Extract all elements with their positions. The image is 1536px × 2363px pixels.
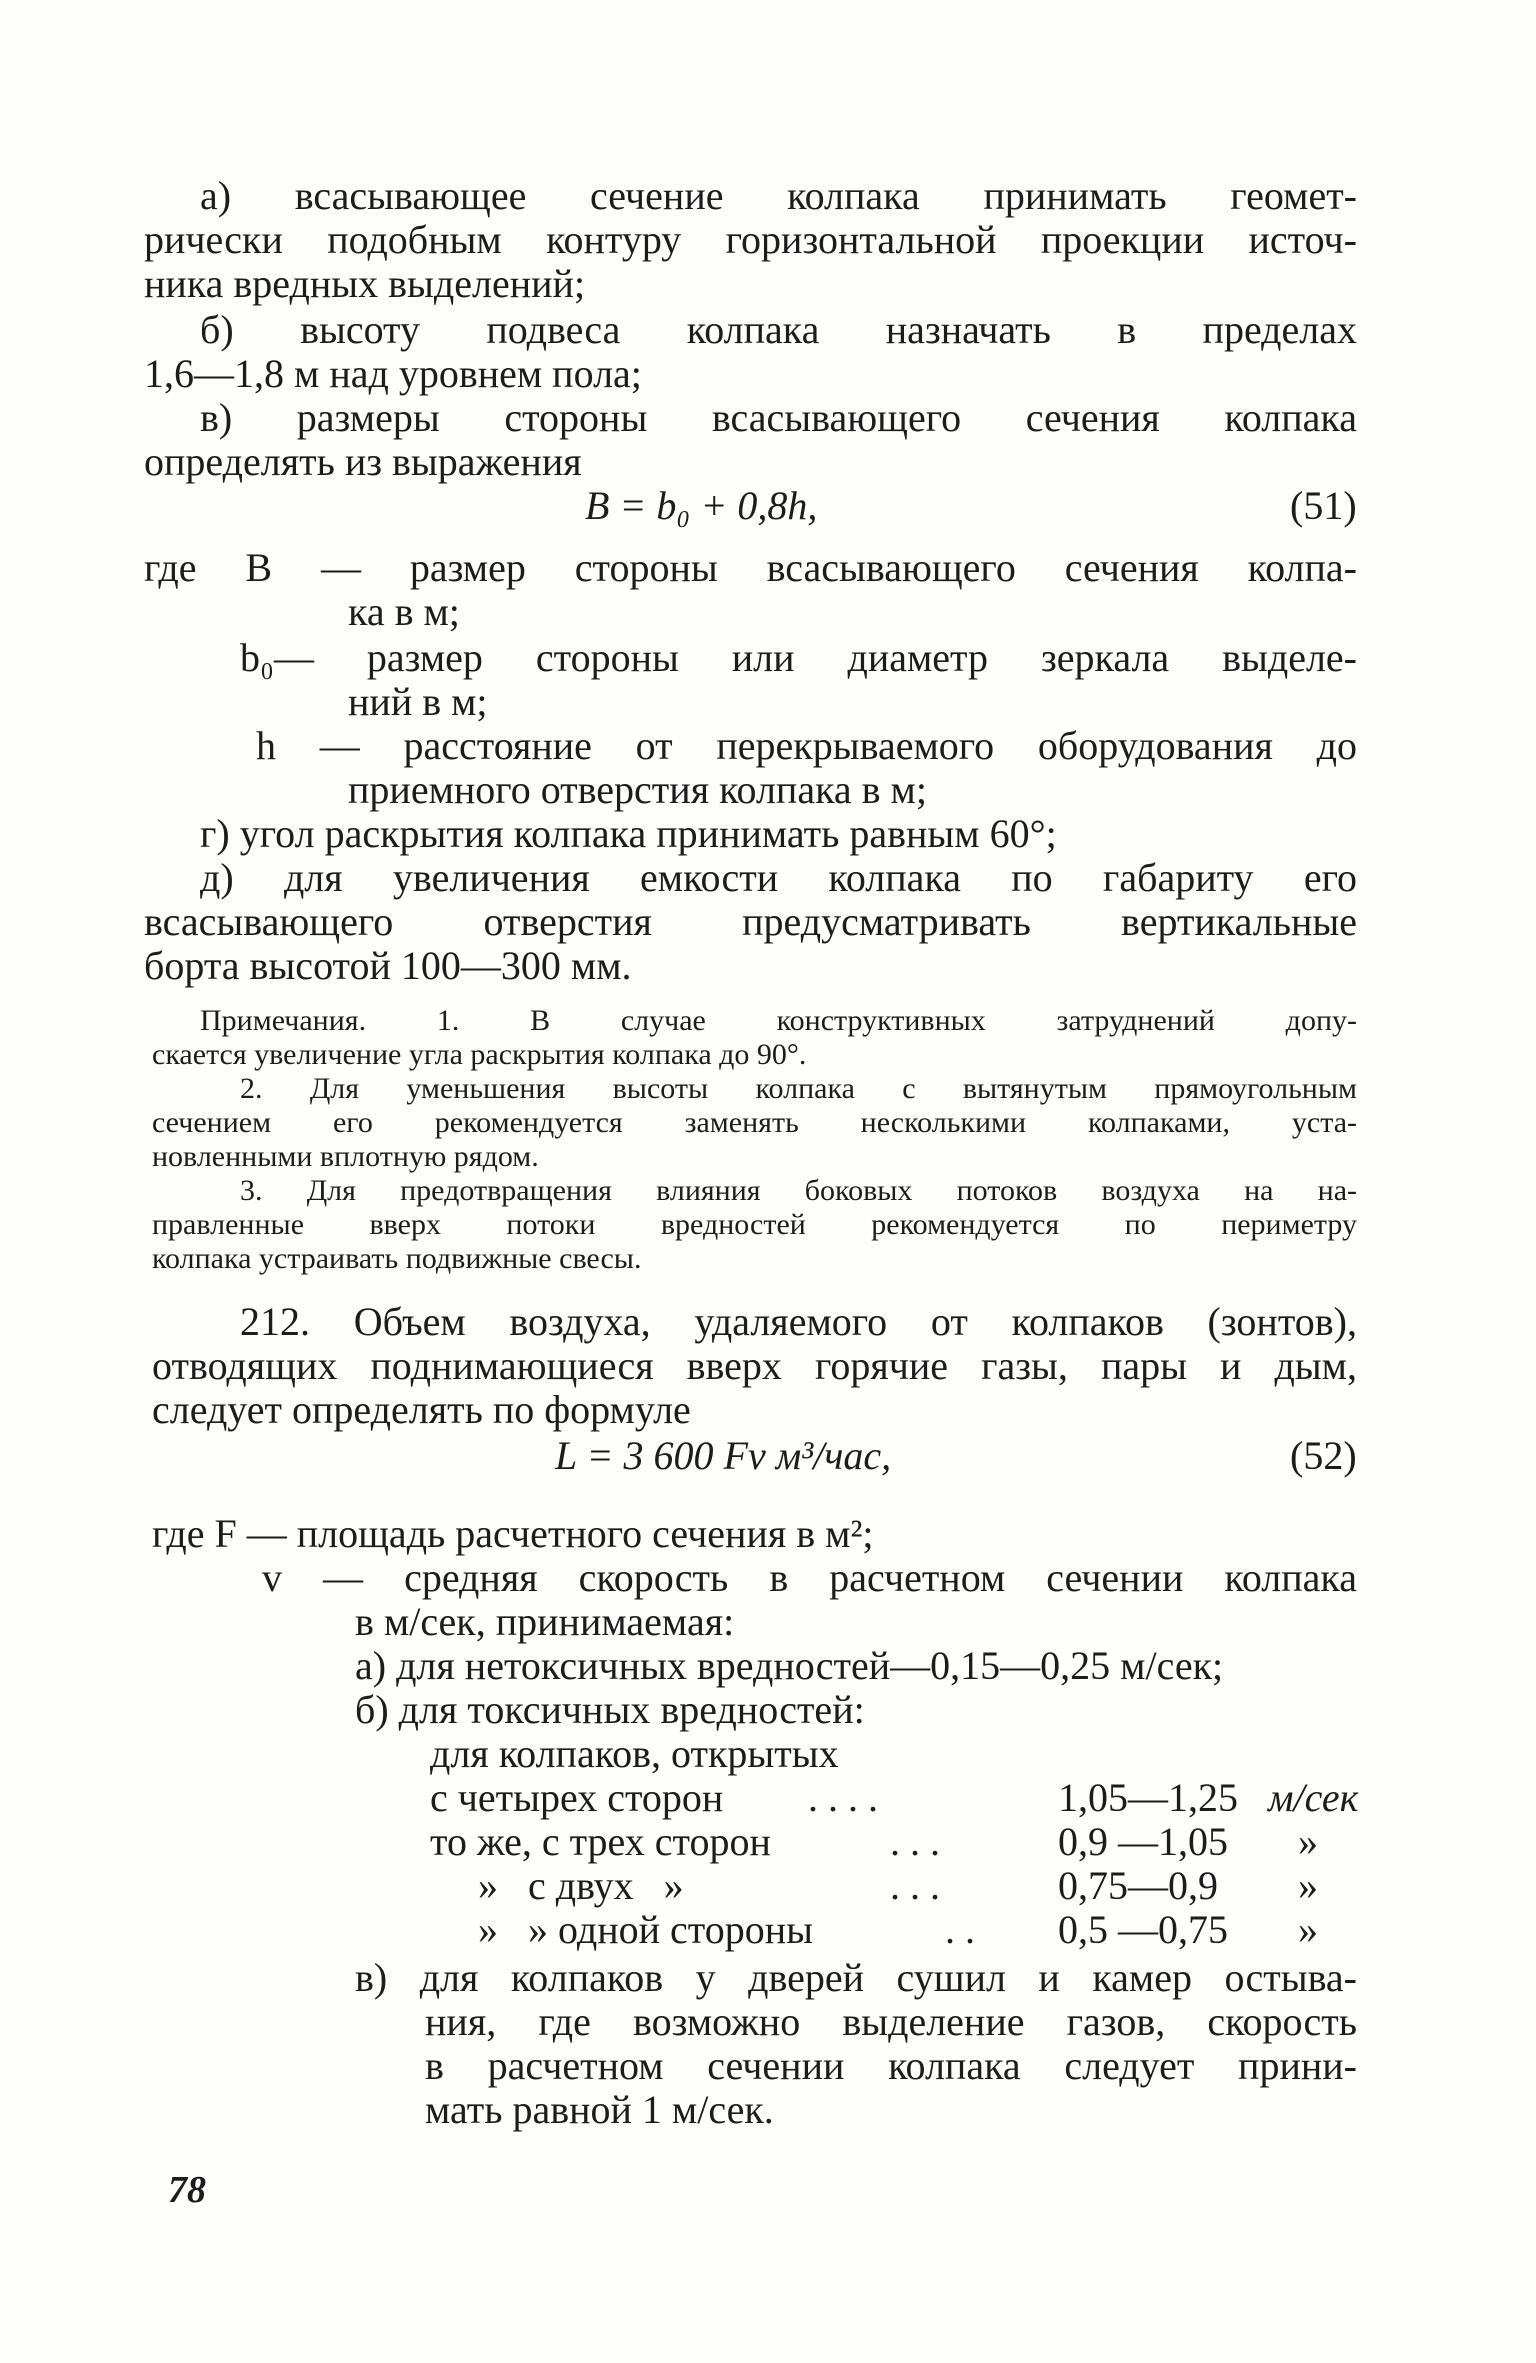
note-line: сечением его рекомендуется заменять несколькими колпаками, уста- bbox=[152, 1106, 1357, 1139]
where-line: в м/сек, принимаемая: bbox=[355, 1599, 735, 1644]
para-line: следует определять по формуле bbox=[152, 1387, 691, 1432]
formula-51: B = b₀ + 0,8h, bbox=[585, 483, 818, 528]
where-line: где F — площадь расчетного сечения в м²; bbox=[152, 1511, 874, 1556]
row-label: » » одной стороны bbox=[478, 1907, 813, 1952]
note-line: новленными вплотную рядом. bbox=[152, 1140, 539, 1173]
text-line: в) для колпаков у дверей сушил и камер остыва- bbox=[355, 1955, 1357, 2000]
page-number: 78 bbox=[168, 2169, 206, 2211]
where-line: а) для нетоксичных вредностей—0,15—0,25 м/сек; bbox=[355, 1643, 1224, 1688]
row-unit: м/сек bbox=[1268, 1775, 1359, 1820]
row-value: 0,75—0,9 bbox=[1058, 1863, 1218, 1908]
where-line: ний в м; bbox=[348, 679, 488, 724]
note-line: скается увеличение угла раскрытия колпака до 90°. bbox=[152, 1038, 807, 1071]
note-line: колпака устраивать подвижные свесы. bbox=[152, 1242, 642, 1275]
where-line: v — средняя скорость в расчетном сечении колпака bbox=[262, 1555, 1357, 1600]
row-label: с четырех сторон bbox=[430, 1775, 724, 1820]
text-line: всасывающего отверстия предусматривать вертикальные bbox=[144, 899, 1357, 944]
note-line: 2. Для уменьшения высоты колпака с вытянутым прямоугольным bbox=[240, 1072, 1357, 1105]
text-line: рически подобным контуру горизонтальной проекции источ- bbox=[144, 217, 1357, 262]
where-line: b₀— размер стороны или диаметр зеркала выделе- bbox=[240, 635, 1357, 680]
text-line: определять из выражения bbox=[144, 439, 582, 484]
text-line: в расчетном сечении колпака следует прини- bbox=[425, 2043, 1357, 2088]
row-label: то же, с трех сторон bbox=[430, 1819, 771, 1864]
text-line: борта высотой 100—300 мм. bbox=[144, 943, 632, 988]
note-line: правленные вверх потоки вредностей рекомендуется по периметру bbox=[152, 1208, 1357, 1241]
row-dots: . . bbox=[945, 1907, 975, 1952]
text-line: д) для увеличения емкости колпака по габариту его bbox=[200, 855, 1357, 900]
text-line: а) всасывающее сечение колпака принимать геомет- bbox=[200, 173, 1357, 218]
table-row bbox=[478, 1908, 813, 1952]
text-line: б) высоту подвеса колпака назначать в пределах bbox=[200, 307, 1357, 352]
row-value: 0,5 —0,75 bbox=[1058, 1907, 1228, 1952]
row-value: 1,05—1,25 bbox=[1058, 1775, 1238, 1820]
text-line: г) угол раскрытия колпака принимать равным 60°; bbox=[200, 811, 1057, 856]
row-dots: . . . bbox=[890, 1863, 940, 1908]
formula-51-number: (51) bbox=[1290, 483, 1357, 528]
formula-52-number: (52) bbox=[1290, 1433, 1357, 1478]
text-line: 1,6—1,8 м над уровнем пола; bbox=[144, 351, 642, 396]
note-line: 3. Для предотвращения влияния боковых потоков воздуха на на- bbox=[240, 1174, 1357, 1207]
row-label: » с двух » bbox=[478, 1863, 684, 1908]
table-row bbox=[430, 1820, 771, 1864]
text-line: ника вредных выделений; bbox=[144, 261, 586, 306]
note-line: Примечания. 1. В случае конструктивных затруднений допу- bbox=[200, 1004, 1357, 1037]
formula-52: L = 3 600 Fv м³/час, bbox=[555, 1433, 892, 1478]
row-dots: . . . bbox=[890, 1819, 940, 1864]
text-line: ния, где возможно выделение газов, скорость bbox=[425, 1999, 1357, 2044]
where-line: где B — размер стороны всасывающего сечения колпа- bbox=[144, 545, 1357, 590]
para-line: 212. Объем воздуха, удаляемого от колпаков (зонтов), bbox=[240, 1299, 1357, 1344]
where-line: б) для токсичных вредностей: bbox=[355, 1687, 865, 1732]
row-unit: » bbox=[1298, 1907, 1318, 1952]
table-row bbox=[430, 1776, 723, 1820]
text-line: в) размеры стороны всасывающего сечения колпака bbox=[200, 395, 1357, 440]
where-line: приемного отверстия колпака в м; bbox=[348, 767, 927, 812]
row-unit: » bbox=[1298, 1819, 1318, 1864]
para-line: отводящих поднимающиеся вверх горячие газы, пары и дым, bbox=[152, 1343, 1357, 1388]
row-value: 0,9 —1,05 bbox=[1058, 1819, 1228, 1864]
row-dots: . . . . bbox=[808, 1775, 878, 1820]
where-line: h — расстояние от перекрываемого оборудования до bbox=[256, 723, 1357, 768]
table-row bbox=[478, 1864, 684, 1908]
where-line: ка в м; bbox=[348, 589, 460, 634]
text-line: мать равной 1 м/сек. bbox=[425, 2087, 774, 2132]
row-unit: » bbox=[1298, 1863, 1318, 1908]
where-line: для колпаков, открытых bbox=[430, 1731, 839, 1776]
